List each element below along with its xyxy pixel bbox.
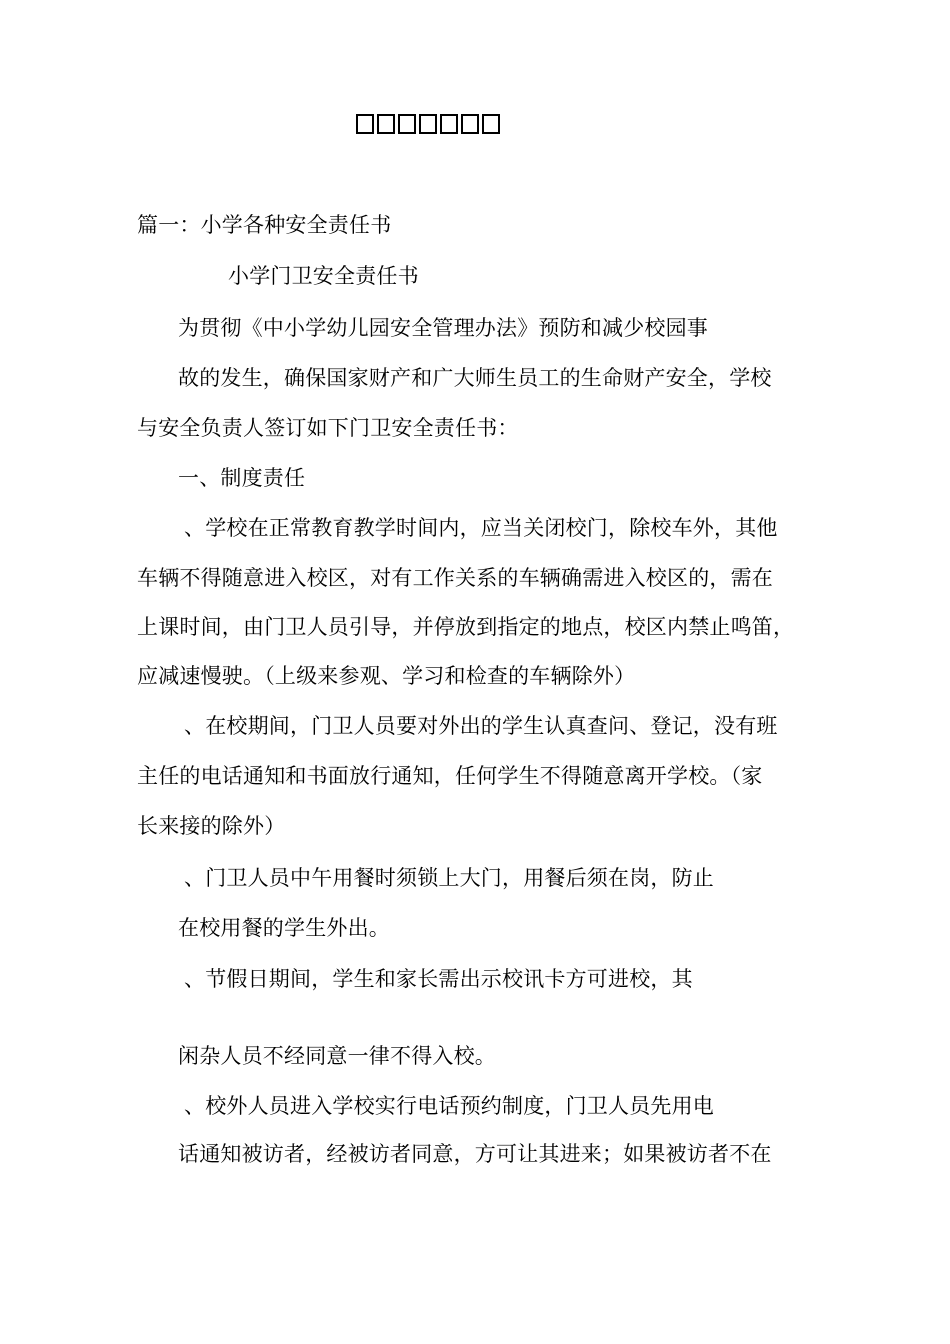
paragraph-line: 、在校期间，门卫人员要对外出的学生认真查问、登记，没有班 — [184, 714, 778, 738]
paragraph-line: 长来接的除外） — [137, 814, 286, 838]
paragraph-line: 应减速慢驶。（上级来参观、学习和检查的车辆除外） — [137, 664, 636, 688]
paragraph-line: 为贯彻《中小学幼儿园安全管理办法》预防和减少校园事 — [178, 316, 708, 340]
paragraph-line: 与安全负责人签订如下门卫安全责任书： — [137, 416, 519, 440]
document-title — [356, 114, 500, 134]
paragraph-line: 主任的电话通知和书面放行通知，任何学生不得随意离开学校。（家 — [137, 764, 763, 788]
missing-glyph-box — [356, 114, 374, 134]
paragraph-line: 上课时间，由门卫人员引导，并停放到指定的地点，校区内禁止鸣笛， — [137, 615, 795, 639]
paragraph-line: 车辆不得随意进入校区，对有工作关系的车辆确需进入校区的，需在 — [137, 566, 773, 590]
paragraph-line: 故的发生，确保国家财产和广大师生员工的生命财产安全，学校 — [178, 366, 772, 390]
paragraph-line: 、校外人员进入学校实行电话预约制度，门卫人员先用电 — [184, 1094, 714, 1118]
paragraph-line: 、门卫人员中午用餐时须锁上大门，用餐后须在岗，防止 — [184, 866, 714, 890]
section-heading: 篇一：小学各种安全责任书 — [137, 213, 392, 237]
missing-glyph-box — [461, 114, 479, 134]
missing-glyph-box — [398, 114, 416, 134]
paragraph-line: 、学校在正常教育教学时间内，应当关闭校门，除校车外，其他 — [184, 516, 778, 540]
missing-glyph-box — [440, 114, 458, 134]
missing-glyph-box — [377, 114, 395, 134]
clause-heading: 一、制度责任 — [178, 466, 306, 490]
missing-glyph-box — [419, 114, 437, 134]
paragraph-line: 、节假日期间，学生和家长需出示校讯卡方可进校，其 — [184, 967, 693, 991]
missing-glyph-box — [482, 114, 500, 134]
paragraph-line: 话通知被访者，经被访者同意，方可让其进来；如果被访者不在 — [178, 1142, 772, 1166]
document-subtitle: 小学门卫安全责任书 — [228, 264, 419, 288]
paragraph-line: 在校用餐的学生外出。 — [178, 916, 390, 940]
paragraph-line: 闲杂人员不经同意一律不得入校。 — [178, 1044, 496, 1068]
